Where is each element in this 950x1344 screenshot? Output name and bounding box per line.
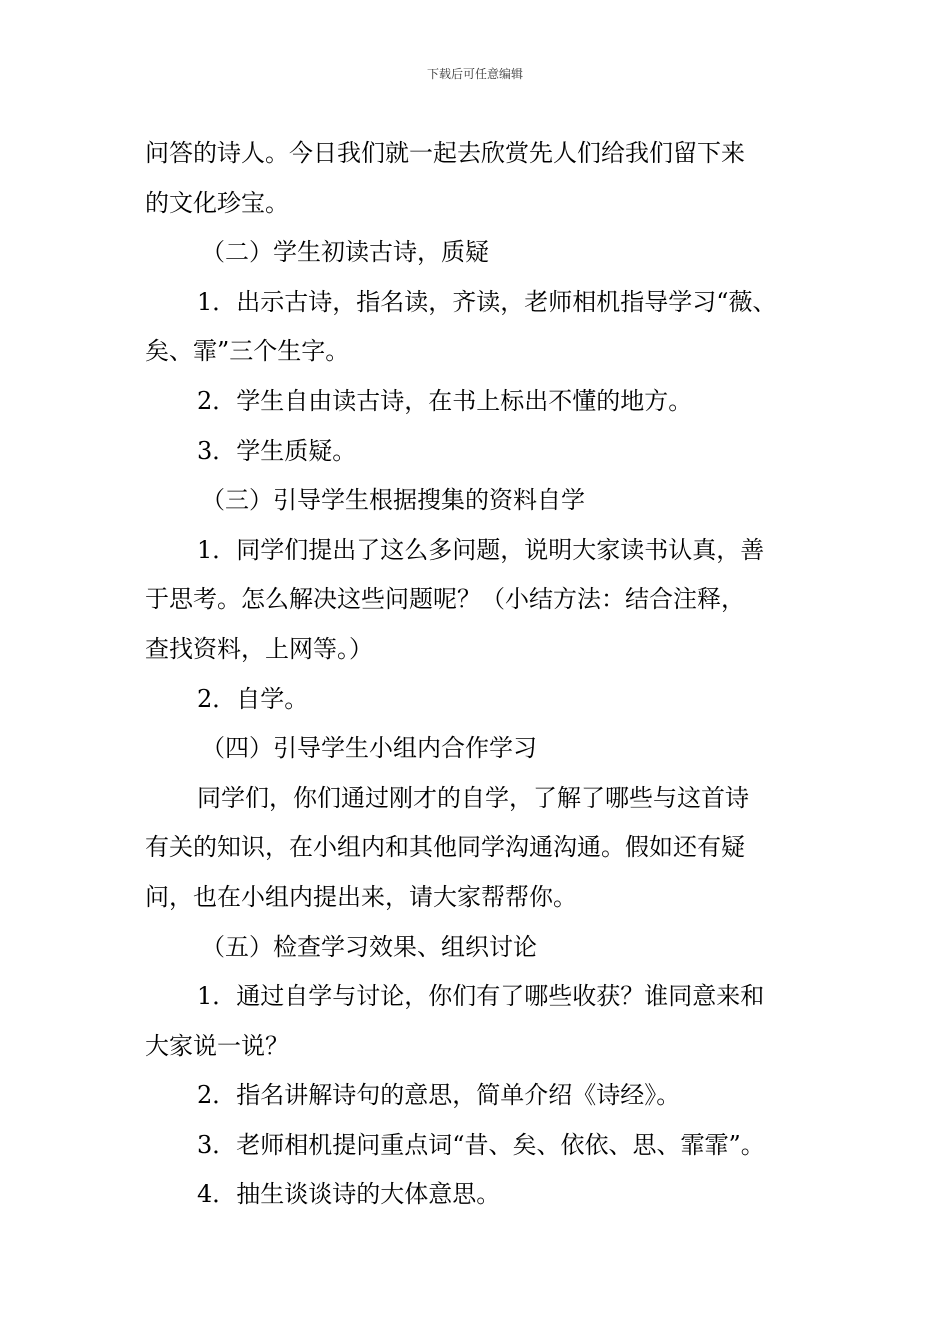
- section-heading: （二）学生初读古诗，质疑: [201, 238, 489, 267]
- list-item: 1．出示古诗，指名读，齐读，老师相机指导学习“薇、: [197, 287, 777, 316]
- list-item: 4．抽生谈谈诗的大体意思。: [197, 1180, 501, 1209]
- section-heading: （五）检查学习效果、组织讨论: [201, 932, 537, 961]
- section-heading: （三）引导学生根据搜集的资料自学: [201, 486, 585, 515]
- paragraph-line: 有关的知识，在小组内和其他同学沟通沟通。假如还有疑: [145, 833, 745, 862]
- page-header: 下载后可任意编辑: [426, 67, 523, 81]
- paragraph-line: 于思考。怎么解决这些问题呢？（小结方法：结合注释，: [145, 585, 745, 614]
- paragraph-line: 同学们，你们通过刚才的自学，了解了哪些与这首诗: [197, 783, 749, 812]
- list-item: 1．同学们提出了这么多问题，说明大家读书认真，善: [197, 535, 765, 564]
- list-item: 3．学生质疑。: [197, 436, 357, 465]
- list-item: 2．学生自由读古诗，在书上标出不懂的地方。: [197, 386, 693, 415]
- paragraph-line: 查找资料，上网等。）: [145, 634, 373, 663]
- document-body: [145, 129, 835, 1220]
- paragraph-line: 矣、霏”三个生字。: [145, 337, 350, 366]
- list-item: 2．指名讲解诗句的意思，简单介绍《诗经》。: [197, 1081, 681, 1110]
- paragraph-line: 问，也在小组内提出来，请大家帮帮你。: [145, 882, 577, 911]
- paragraph-line: 的文化珍宝。: [145, 188, 289, 217]
- list-item: 1．通过自学与讨论，你们有了哪些收获？谁同意来和: [197, 982, 765, 1011]
- section-heading: （四）引导学生小组内合作学习: [201, 734, 537, 763]
- list-item: 2．自学。: [197, 684, 309, 713]
- paragraph-line: 问答的诗人。今日我们就一起去欣赏先人们给我们留下来: [145, 139, 745, 167]
- paragraph-line: 大家说一说？: [145, 1031, 289, 1060]
- list-item: 3．老师相机提问重点词“昔、矣、依依、思、霏霏”。: [197, 1130, 765, 1159]
